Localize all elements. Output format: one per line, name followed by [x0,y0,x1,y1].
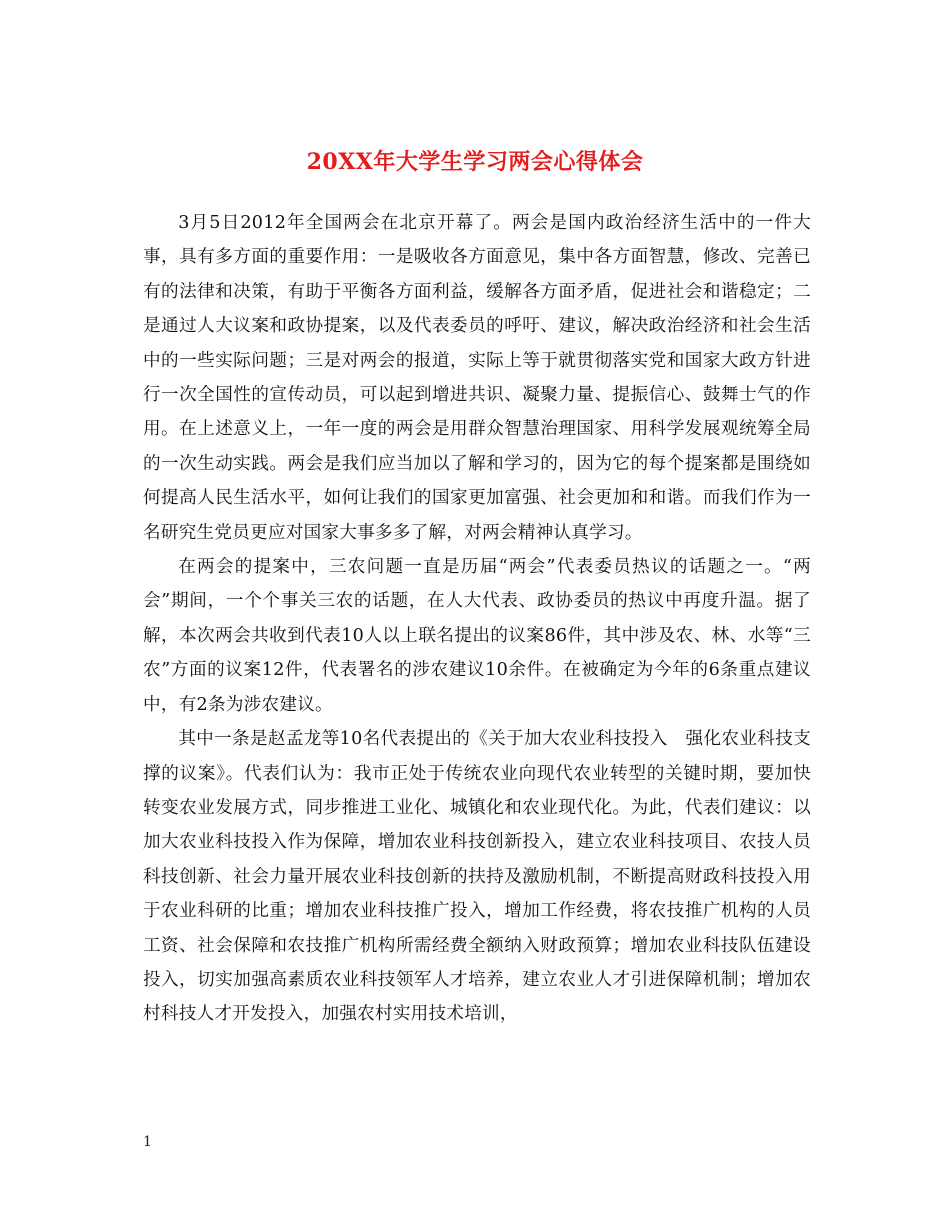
document-body [143,206,811,1032]
document-title: 20XX年大学生学习两会心得体会 [306,148,644,175]
paragraph: 3月5日2012年全国两会在北京开幕了。两会是国内政治经济生活中的一件大事，具有多方面的重要作用：一是吸收各方面意见，集中各方面智慧，修改、完善已有的法律和决策，有助于平衡各方面利益，缓解各方面矛盾，促进社会和谐稳定；二是通过人大议案和政协提案，以及代表委员的呼吁、建议，解决政治经济和社会生活中的一些实际问题；三是对两会的报道，实际上等于就贯彻落实党和国家大政方针进行一次全国性的宣传动员，可以起到增进共识、凝聚力量、提振信心、鼓舞士气的作用。在上述意义上，一年一度的两会是用群众智慧治理国家、用科学发展观统筹全局的一次生动实践。两会是我们应当加以了解和学习的，因为它的每个提案都是围绕如何提高人民生活水平，如何让我们的国家更加富强、社会更加和和谐。而我们作为一名研究生党员更应对国家大事多多了解，对两会精神认真学习。 [143,213,811,543]
paragraph: 在两会的提案中，三农问题一直是历届“两会”代表委员热议的话题之一。“两会”期间，一个个事关三农的话题，在人大代表、政协委员的热议中再度升温。据了解，本次两会共收到代表10人以上联名提出的议案86件，其中涉及农、林、水等“三农”方面的议案12件，代表署名的涉农建议10余件。在被确定为今年的6条重点建议中，有2条为涉农建议。 [143,557,811,715]
paragraph: 其中一条是赵孟龙等10名代表提出的《关于加大农业科技投入 强化农业科技支撑的议案》。代表们认为：我市正处于传统农业向现代农业转型的关键时期，要加快转变农业发展方式，同步推进工业化、城镇化和农业现代化。为此，代表们建议：以加大农业科技投入作为保障，增加农业科技创新投入，建立农业科技项目、农技人员科技创新、社会力量开展农业科技创新的扶持及激励机制，不断提高财政科技投入用于农业科研的比重；增加农业科技推广投入，增加工作经费，将农技推广机构的人员工资、社会保障和农技推广机构所需经费全额纳入财政预算；增加农业科技队伍建设投入，切实加强高素质农业科技领军人才培养，建立农业人才引进保障机制；增加农村科技人才开发投入，加强农村实用技术培训， [143,729,811,1025]
page-number: 1 [143,1134,152,1150]
